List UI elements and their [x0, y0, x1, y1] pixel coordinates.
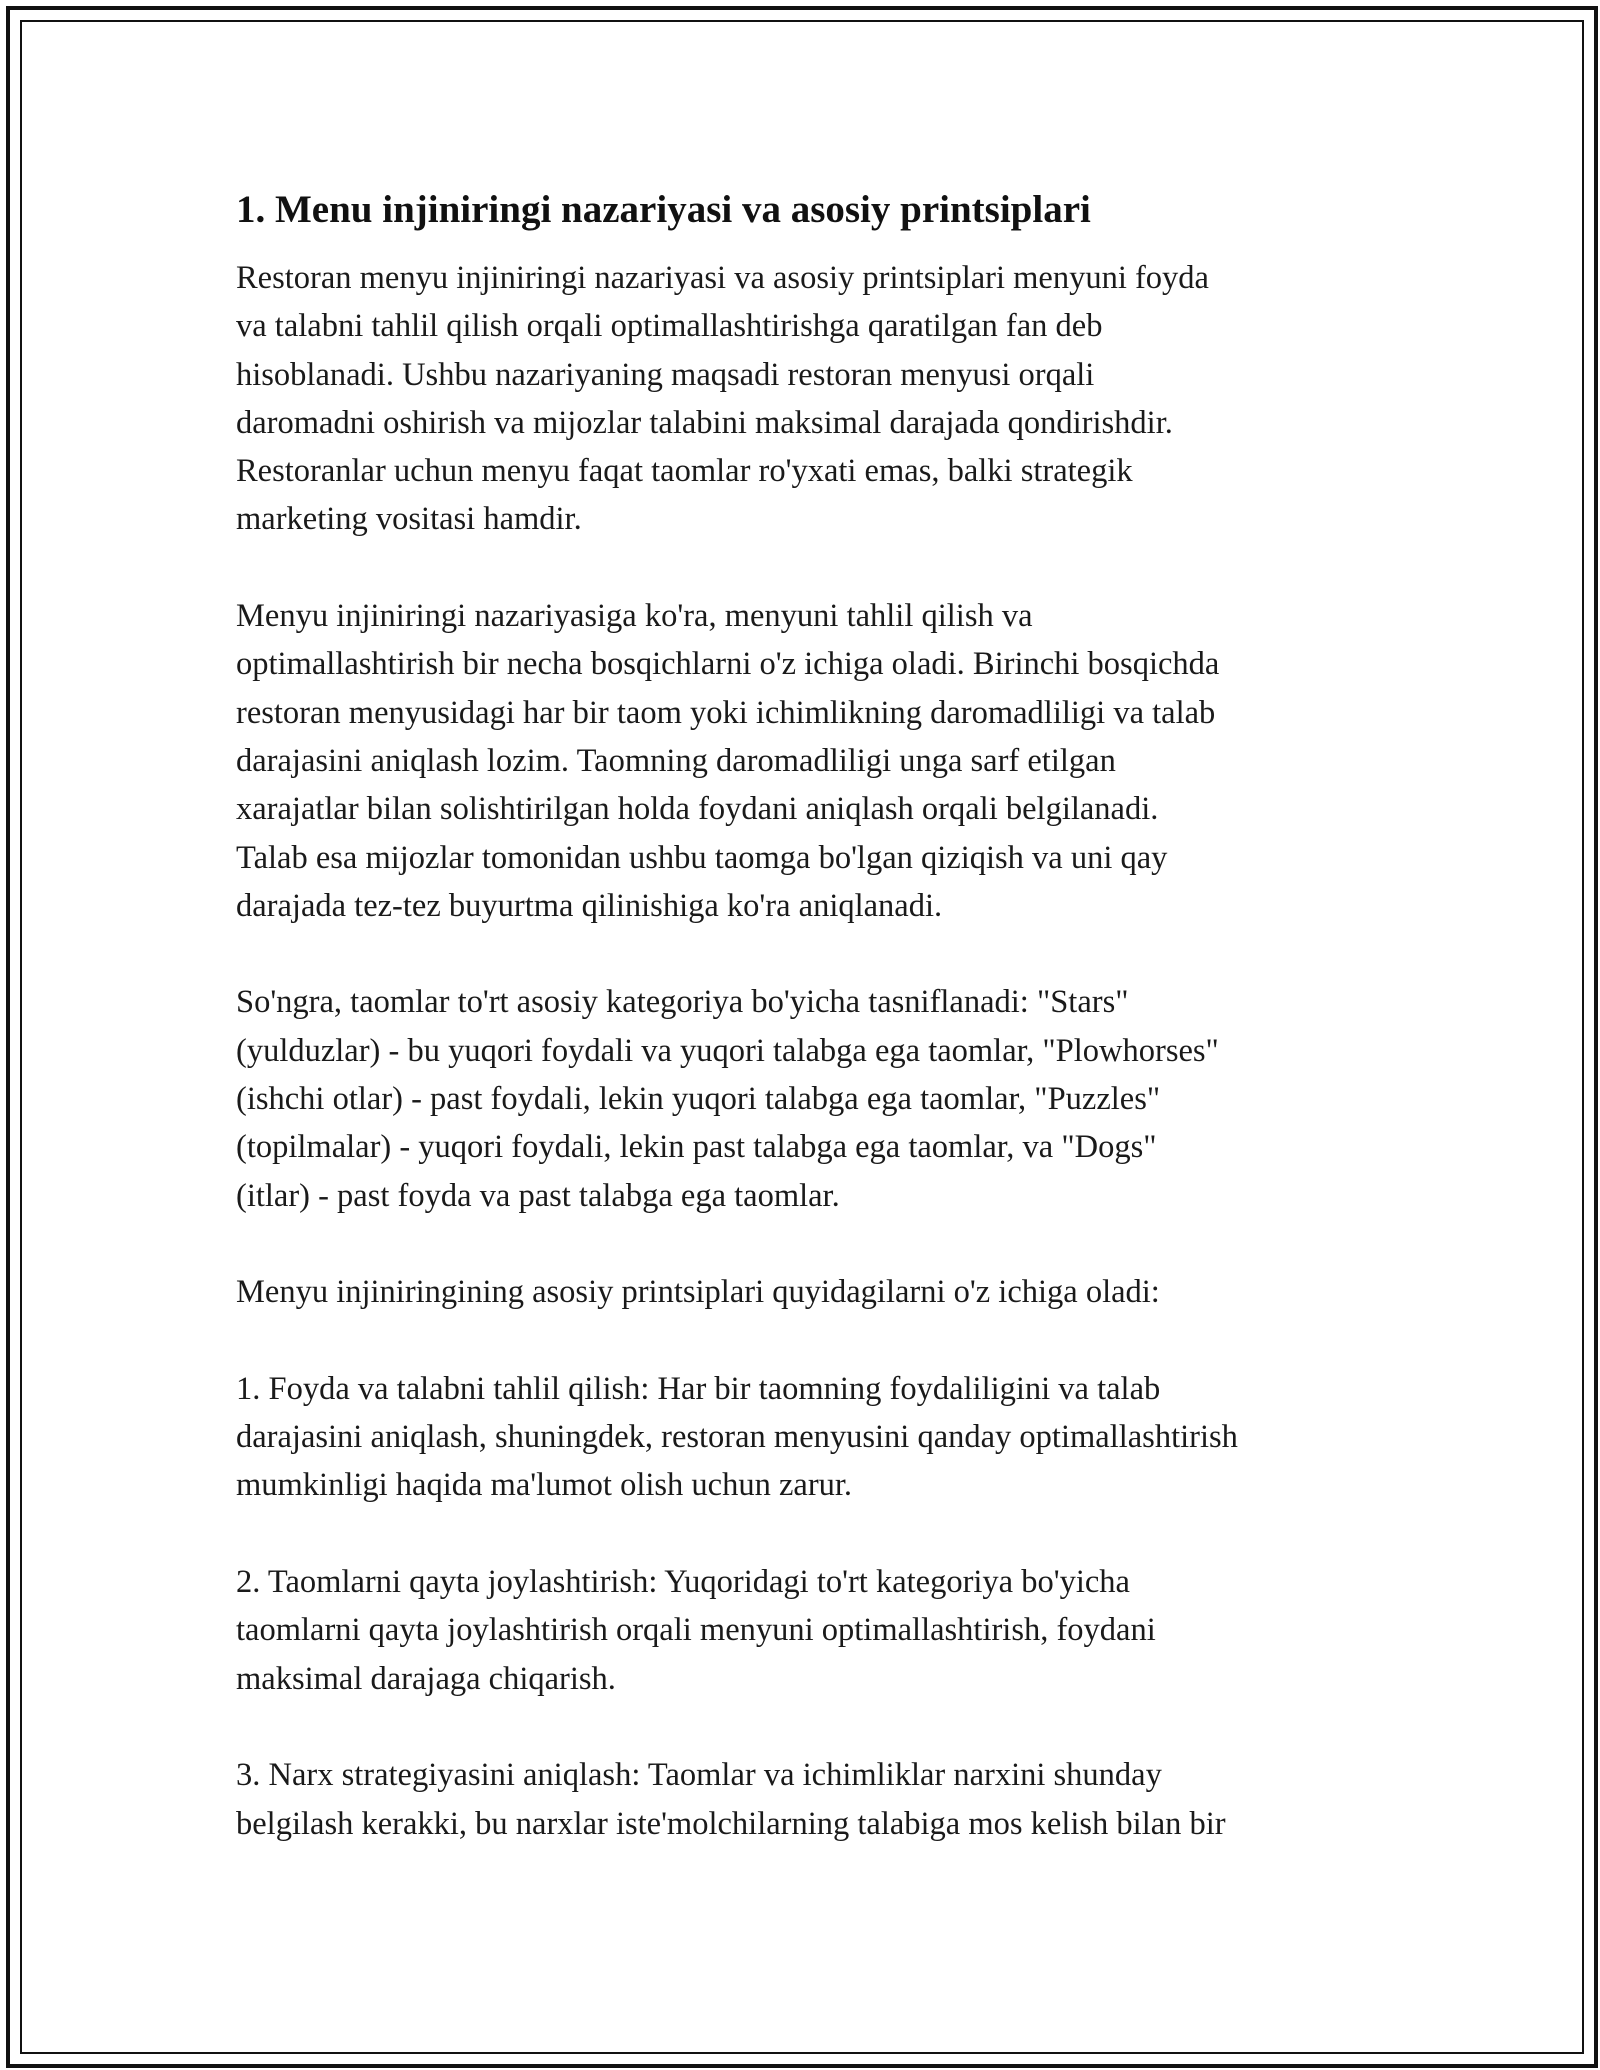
- paragraph-principles-intro: Menyu injiniringining asosiy printsiplari quyidagilarni o'z ichiga oladi:: [236, 1274, 1160, 1311]
- paragraph-intro: Restoran menyu injiniringi nazariyasi va asosiy printsiplari menyuni foyda va talabni tahlil qilish orqali optimallashtirishga qaratilgan fan deb hisoblanadi. Ushbu nazariyaning maqsadi restoran menyusi orqali daromadni oshirish va mijozlar talabini maksimal darajada qondirishdir. Restoranlar uchun menyu faqat taomlar ro'yxati emas, balki strategik marketing vositasi hamdir.: [236, 260, 1209, 538]
- list-item-principle-2: 2. Taomlarni qayta joylashtirish: Yuqoridagi to'rt kategoriya bo'yicha taomlarni qayta joylashtirish orqali menyuni optimallashtirish, foydani maksimal darajaga chiqarish.: [236, 1564, 1156, 1697]
- list-item-principle-1: 1. Foyda va talabni tahlil qilish: Har bir taomning foydaliligini va talab darajasini aniqlash, shuningdek, restoran menyusini qanday optimallashtirish mumkinligi haqida ma'lumot olish uchun zarur.: [236, 1370, 1238, 1504]
- section-heading: 1. Menu injiniringi nazariyasi va asosiy printsiplari: [236, 188, 1091, 231]
- list-item-principle-3: 3. Narx strategiyasini aniqlash: Taomlar va ichimliklar narxini shunday belgilash kerakki, bu narxlar iste'molchilarning talabiga mos kelish bilan bir: [236, 1757, 1226, 1842]
- document-body: [236, 186, 1386, 1896]
- paragraph-categories: So'ngra, taomlar to'rt asosiy kategoriya bo'yicha tasniflanadi: "Stars" (yulduzlar) - bu yuqori foydali va yuqori talabga ega taomlar, "Plowhorses" (ishchi otlar) - past foydali, lekin yuqori talabga ega taomlar, "Puzzles" (topilmalar) - yuqori foydali, lekin past talabga ega taomlar, va "Dogs" (itlar) - past foyda va past talabga ega taomlar.: [236, 984, 1219, 1214]
- paragraph-analysis-stages: Menyu injiniringi nazariyasiga ko'ra, menyuni tahlil qilish va optimallashtirish bir necha bosqichlarni o'z ichiga oladi. Birinchi bosqichda restoran menyusidagi har bir taom yoki ichimlikning daromadliligi va talab darajasini aniqlash lozim. Taomning daromadliligi unga sarf etilgan xarajatlar bilan solishtirilgan holda foydani aniqlash orqali belgilanadi. Talab esa mijozlar tomonidan ushbu taomga bo'lgan qiziqish va uni qay darajada tez-tez buyurtma qilinishiga ko'ra aniqlanadi.: [236, 598, 1220, 924]
